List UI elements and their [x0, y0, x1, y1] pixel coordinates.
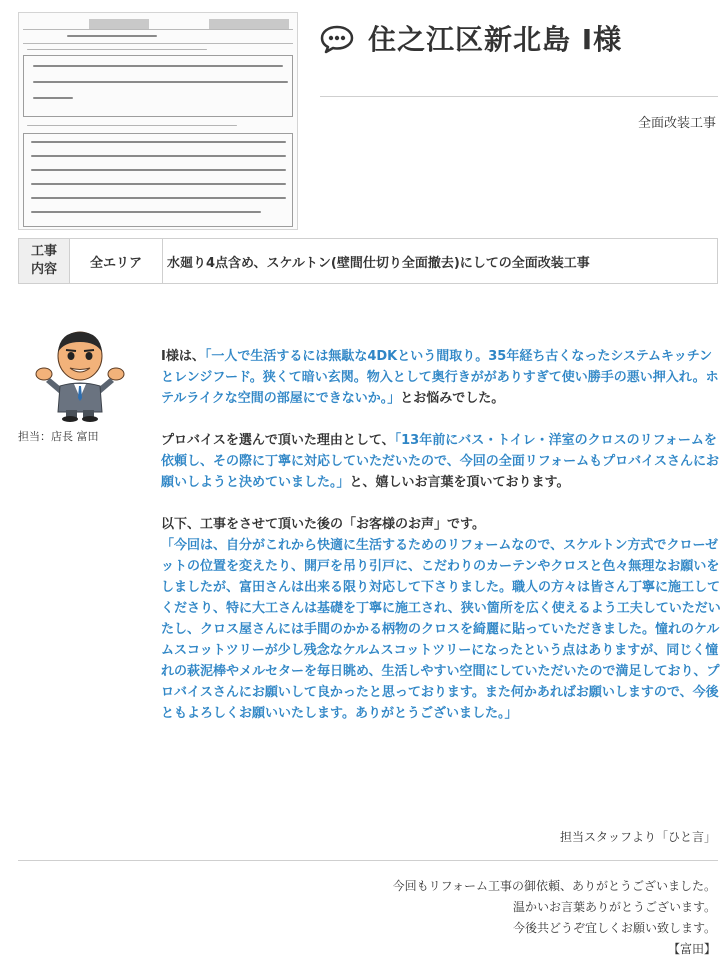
work-category: 全面改装工事: [637, 116, 716, 131]
work-detail: 水廻り4点含め、スケルトン(壁間仕切り全面撤去)にしての全面改装工事: [167, 255, 590, 271]
work-label-cell: [19, 239, 70, 283]
question-text: [27, 125, 237, 126]
comment-line: 温かいお言葉ありがとうございます。: [512, 900, 716, 914]
survey-sheet-image[interactable]: [18, 12, 298, 230]
story-text: I様は、: [161, 349, 205, 364]
handwriting: [31, 211, 261, 213]
redacted-name: [89, 19, 149, 29]
comment-line: 今回もリフォーム工事の御依頼、ありがとうございました。: [392, 879, 716, 893]
story-text: とお悩みでした。: [400, 391, 505, 406]
page-title: 住之江区新北島 I様: [368, 23, 623, 56]
comment-line: 今後共どうぞ宜しくお願い致します。: [512, 921, 716, 935]
story-paragraph-1: [161, 346, 721, 409]
customer-quote: 「一人で生活するには無駄な4DKという間取り。35年経ち古くなったシステムキッチンとレンジフード。狭くて暗い玄関。物入として奥行きががありすぎて使い勝手の悪い押入れ。ホテルライクな空間の部屋にできないか。」: [161, 349, 719, 406]
staff-avatar: [30, 322, 130, 422]
handwriting: [31, 197, 286, 199]
handwriting: [33, 97, 73, 99]
story-text: プロバイスを選んで頂いた理由として、: [161, 433, 395, 448]
customer-quote: 「今回は、自分がこれから快適に生活するためのリフォームなので、スケルトン方式でクローゼットの位置を変えたり、開戸を吊り引戸に、こだわりのカーテンやクロスと色々無理なお願いをしましたが、富田さんは出来る限り対応して下さりました。職人の方々は皆さん丁寧に施工してくださり、特に大工さんは基礎を丁寧に施工され、狭い箇所を広く使えるよう工夫していただいたし、クロス屋さんには手間のかかる柄物のクロスを綺麗に貼っていただきました。憧れのケルムスコットツリーが少し残念なケルムスコットツリーになったという点はありますが、同じく憧れの萩泥棒やメルセターを毎日眺め、生活しやすい空間にしていただいたので満足しており、プロバイスさんにお願いして良かったと思っております。また何かあればお願いしますので、今後ともよろしくお願いいたします。ありがとうございました。」: [161, 538, 721, 721]
work-info-table: [18, 238, 718, 284]
customer-quote: 「13年前にバス・トイレ・洋室のクロスのリフォームを依頼し、その際に丁寧に対応していただいたので、今回の全面リフォームもプロバイスさんにお願いしようと決めていました。」: [161, 433, 719, 490]
redacted-number: [209, 19, 289, 29]
staff-comment-label: 担当スタッフより「ひと言」: [559, 830, 716, 844]
work-detail-cell: [163, 239, 717, 283]
handwriting: [33, 81, 288, 83]
work-label: 工事内容: [30, 244, 57, 277]
handwriting: [31, 155, 286, 157]
customer-story: [161, 346, 721, 745]
speech-bubble-icon: [320, 24, 354, 54]
work-area-cell: [70, 239, 163, 283]
story-paragraph-3: [161, 514, 721, 724]
handwriting: [31, 141, 286, 143]
story-paragraph-2: [161, 430, 721, 493]
story-text: と、嬉しいお言葉を頂いております。: [349, 475, 570, 490]
handwritten-address: [67, 35, 157, 37]
handwriting: [31, 169, 286, 171]
handwriting: [33, 65, 283, 67]
form-row: [23, 29, 293, 30]
handwriting: [31, 183, 286, 185]
comment-signature: 【富田】: [667, 942, 716, 956]
form-row: [23, 43, 293, 44]
staff-caption: 担当：店長 富田: [18, 430, 99, 443]
work-area: 全エリア: [89, 255, 142, 271]
title-divider: [320, 96, 718, 97]
comment-divider: [18, 860, 718, 861]
question-text: [27, 49, 207, 50]
story-text: 以下、工事をさせて頂いた後の「お客様のお声」です。: [161, 517, 485, 532]
staff-comment: [393, 876, 716, 960]
title-area: [320, 14, 720, 64]
